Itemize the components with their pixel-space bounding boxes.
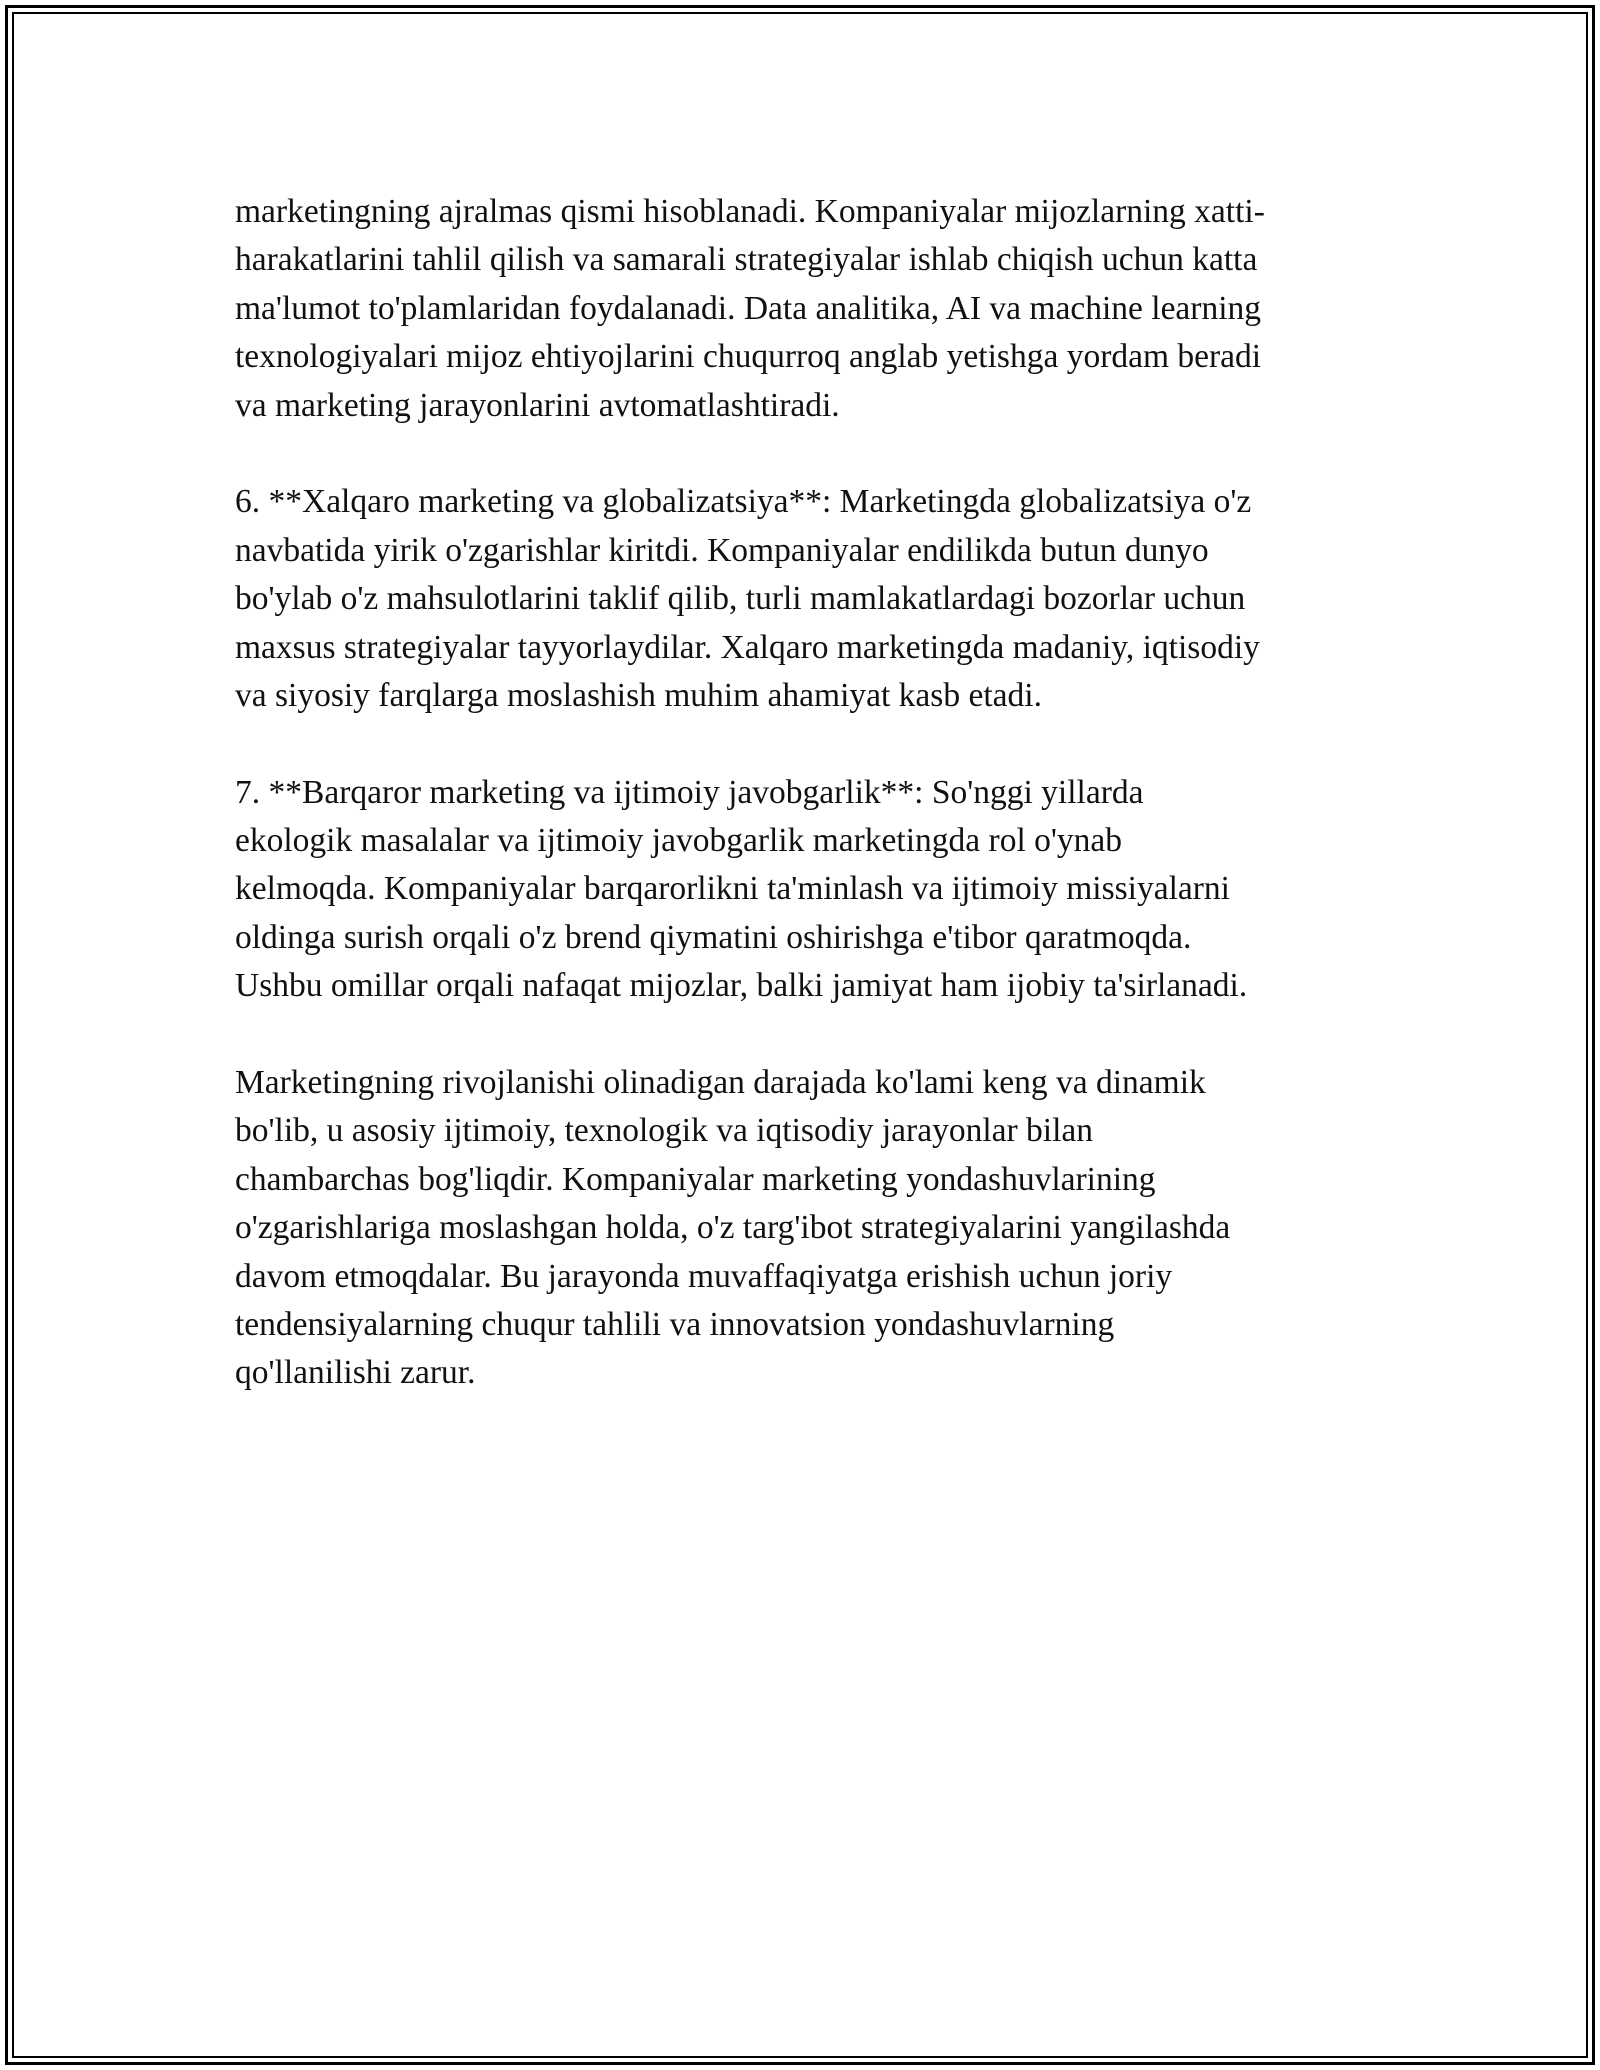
text-line: navbatida yirik o'zgarishlar kiritdi. Kompaniyalar endilikda butun dunyo bbox=[235, 531, 1209, 569]
text-line: va siyosiy farqlarga moslashish muhim ahamiyat kasb etadi. bbox=[235, 676, 1042, 714]
text-line: 6. **Xalqaro marketing va globalizatsiya**: Marketingda globalizatsiya o'z bbox=[235, 483, 1252, 521]
paragraph-conclusion bbox=[235, 1059, 1395, 1398]
paragraph-international-marketing bbox=[235, 478, 1395, 720]
text-line: oldinga surish orqali o'z brend qiymatini oshirishga e'tibor qaratmoqda. bbox=[235, 918, 1192, 956]
text-line: va marketing jarayonlarini avtomatlashtiradi. bbox=[235, 386, 840, 424]
text-line: maxsus strategiyalar tayyorlaydilar. Xalqaro marketingda madaniy, iqtisodiy bbox=[235, 628, 1260, 666]
text-line: kelmoqda. Kompaniyalar barqarorlikni ta'minlash va ijtimoiy missiyalarni bbox=[235, 870, 1230, 908]
text-line: texnologiyalari mijoz ehtiyojlarini chuqurroq anglab yetishga yordam beradi bbox=[235, 338, 1262, 376]
text-line: bo'ylab o'z mahsulotlarini taklif qilib, turli mamlakatlardagi bozorlar uchun bbox=[235, 580, 1246, 618]
text-line: ma'lumot to'plamlaridan foydalanadi. Data analitika, AI va machine learning bbox=[235, 289, 1262, 327]
text-line: Marketingning rivojlanishi olinadigan darajada ko'lami keng va dinamik bbox=[235, 1064, 1206, 1102]
text-line: chambarchas bog'liqdir. Kompaniyalar marketing yondashuvlarining bbox=[235, 1160, 1156, 1198]
paragraph-sustainable-marketing bbox=[235, 769, 1395, 1011]
paragraph-data-analytics bbox=[235, 188, 1395, 430]
text-line: bo'lib, u asosiy ijtimoiy, texnologik va iqtisodiy jarayonlar bilan bbox=[235, 1112, 1094, 1150]
text-line: o'zgarishlariga moslashgan holda, o'z targ'ibot strategiyalarini yangilashda bbox=[235, 1209, 1231, 1247]
document-body bbox=[235, 188, 1395, 1446]
text-line: tendensiyalarning chuqur tahlili va innovatsion yondashuvlarning bbox=[235, 1305, 1115, 1343]
text-line: ekologik masalalar va ijtimoiy javobgarlik marketingda rol o'ynab bbox=[235, 822, 1123, 860]
text-line: Ushbu omillar orqali nafaqat mijozlar, balki jamiyat ham ijobiy ta'sirlanadi. bbox=[235, 967, 1248, 1005]
text-line: 7. **Barqaror marketing va ijtimoiy javobgarlik**: So'nggi yillarda bbox=[235, 773, 1144, 811]
text-line: marketingning ajralmas qismi hisoblanadi. Kompaniyalar mijozlarning xatti- bbox=[235, 193, 1265, 230]
text-line: harakatlarini tahlil qilish va samarali strategiyalar ishlab chiqish uchun katta bbox=[235, 241, 1258, 279]
text-line: davom etmoqdalar. Bu jarayonda muvaffaqiyatga erishish uchun joriy bbox=[235, 1257, 1173, 1295]
text-line: qo'llanilishi zarur. bbox=[235, 1354, 476, 1392]
